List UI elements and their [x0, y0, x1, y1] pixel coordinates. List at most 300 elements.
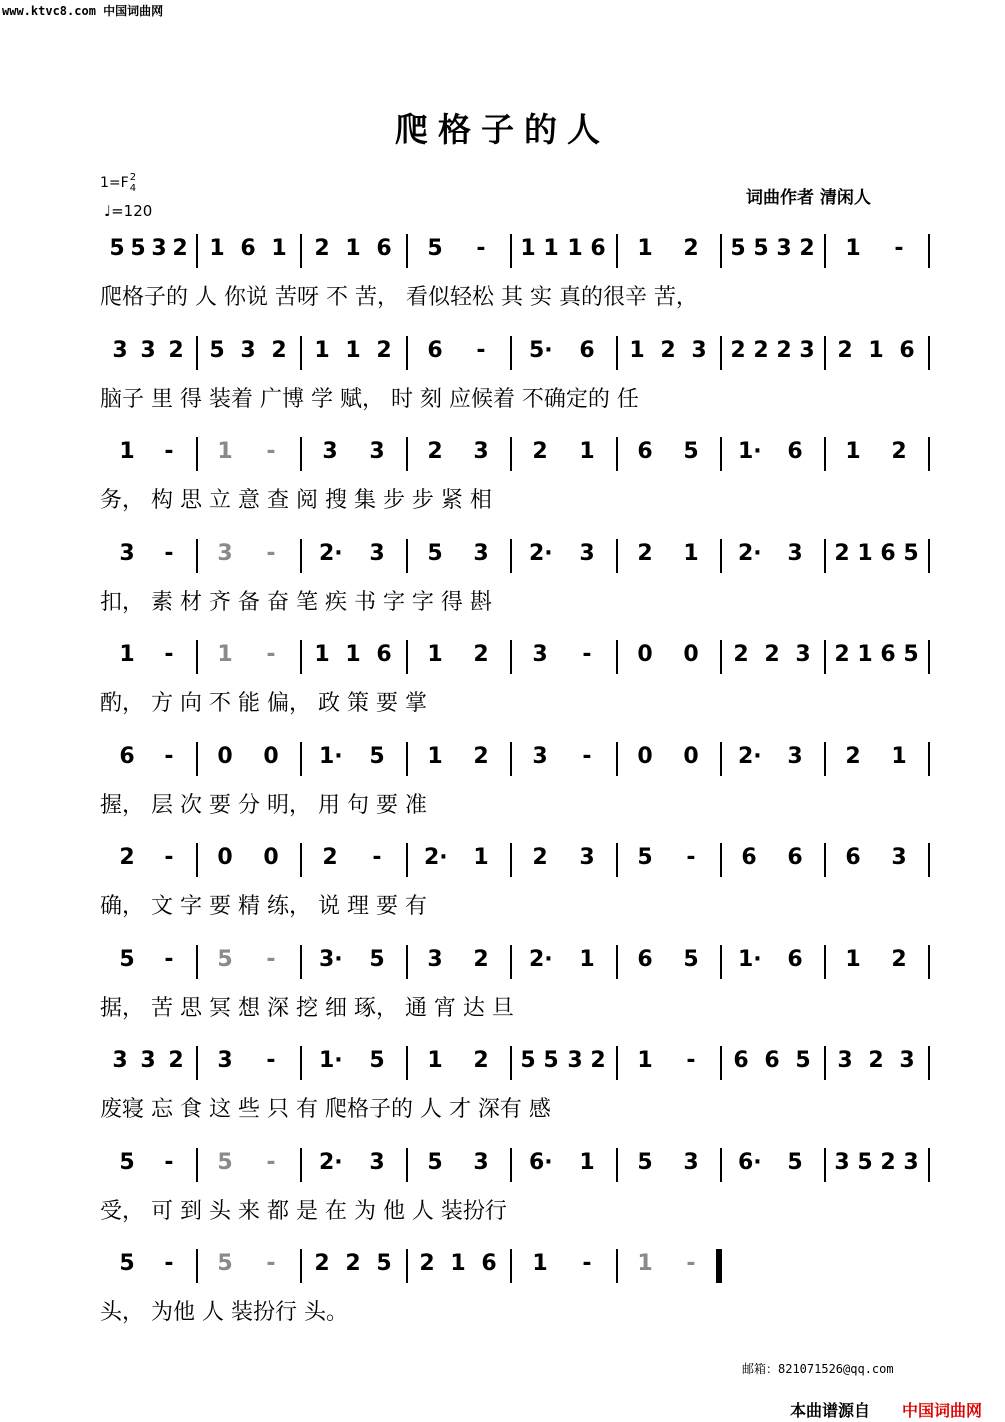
note: -	[372, 845, 382, 870]
note: 1	[520, 236, 536, 261]
note: 6	[741, 845, 757, 870]
bar-line	[406, 843, 408, 877]
note: 5·	[529, 338, 553, 363]
bar-line	[616, 640, 618, 674]
note: 1	[845, 947, 861, 972]
note: 3	[579, 845, 595, 870]
note: 3	[151, 236, 167, 261]
time-bottom: 4	[129, 183, 137, 194]
note: 3	[834, 1150, 850, 1175]
quarter-note-icon: ♩	[104, 202, 112, 220]
note: 2·	[738, 744, 762, 769]
note: 2	[891, 439, 907, 464]
lyric-line: 确， 文 字 要 精 练， 说 理 要 有	[100, 894, 427, 919]
note: 1	[845, 236, 861, 261]
note: 3	[473, 1150, 489, 1175]
bar-line	[196, 640, 198, 674]
note: 3	[891, 845, 907, 870]
notation-line	[100, 843, 930, 875]
bar-line	[510, 1148, 512, 1182]
note: 6	[880, 541, 896, 566]
note: 2	[868, 1048, 884, 1073]
note: 1	[579, 439, 595, 464]
note: 3	[532, 744, 548, 769]
note: 2	[473, 1048, 489, 1073]
bar-line	[616, 539, 618, 573]
note: 5	[857, 1150, 873, 1175]
note: 0	[217, 845, 233, 870]
note: 1	[427, 642, 443, 667]
note: 5	[109, 236, 125, 261]
bar-line	[196, 1046, 198, 1080]
bar-line	[300, 742, 302, 776]
bar-line	[300, 1046, 302, 1080]
bar-line	[720, 234, 722, 268]
note: 2	[172, 236, 188, 261]
note: 5	[376, 1251, 392, 1276]
note: 6	[764, 1048, 780, 1073]
note: 3	[899, 1048, 915, 1073]
note: -	[266, 541, 276, 566]
notation-line	[100, 945, 930, 977]
key-signature	[100, 172, 136, 194]
note: 2	[419, 1251, 435, 1276]
note: 5	[209, 338, 225, 363]
note: 2	[473, 642, 489, 667]
note: 1	[314, 642, 330, 667]
bar-line	[406, 742, 408, 776]
note: 1	[209, 236, 225, 261]
note: 5	[119, 947, 135, 972]
note: 1	[683, 541, 699, 566]
note: 1	[629, 338, 645, 363]
note: 6	[590, 236, 606, 261]
note: 3	[369, 1150, 385, 1175]
note: 0	[683, 744, 699, 769]
note: 0	[637, 744, 653, 769]
note: -	[266, 1048, 276, 1073]
bar-line	[406, 539, 408, 573]
note: 2	[730, 338, 746, 363]
note: 1	[891, 744, 907, 769]
note: -	[164, 1150, 174, 1175]
note: 2	[845, 744, 861, 769]
note: 2	[345, 1251, 361, 1276]
notation-line	[100, 640, 930, 672]
note: 2	[837, 338, 853, 363]
bar-line	[510, 539, 512, 573]
note: 3	[787, 541, 803, 566]
note: 5	[787, 1150, 803, 1175]
note: -	[164, 845, 174, 870]
note: 5	[369, 947, 385, 972]
bar-line	[300, 945, 302, 979]
note: 3	[567, 1048, 583, 1073]
note: 1	[637, 236, 653, 261]
note: 1	[345, 642, 361, 667]
source-site-link[interactable]: 中国词曲网	[902, 1401, 983, 1420]
note: 2	[683, 236, 699, 261]
note: 5	[427, 236, 443, 261]
bar-line	[300, 234, 302, 268]
bar-line	[824, 640, 826, 674]
note: 6·	[529, 1150, 553, 1175]
note: 5	[637, 1150, 653, 1175]
time-top: 2	[129, 172, 137, 183]
lyric-line: 脑子 里 得 装着 广博 学 赋， 时 刻 应候着 不确定的 任	[100, 387, 639, 412]
note: 5	[369, 744, 385, 769]
note: 5	[683, 947, 699, 972]
note: -	[686, 845, 696, 870]
note: 2	[764, 642, 780, 667]
bar-line	[928, 1046, 930, 1080]
note: 1	[857, 541, 873, 566]
note: 1	[637, 1251, 653, 1276]
note: 5	[427, 1150, 443, 1175]
note: 0	[217, 744, 233, 769]
bar-line	[824, 437, 826, 471]
note: 3	[369, 439, 385, 464]
bar-line	[300, 1148, 302, 1182]
note: 3	[322, 439, 338, 464]
note: -	[164, 439, 174, 464]
bar-line	[510, 1046, 512, 1080]
note: 1	[427, 1048, 443, 1073]
note: 6	[880, 642, 896, 667]
note: 1	[579, 947, 595, 972]
lyric-line: 酌， 方 向 不 能 偏， 政 策 要 掌	[100, 691, 427, 716]
note: 3	[903, 1150, 919, 1175]
note: 1	[473, 845, 489, 870]
lyric-line: 爬格子的 人 你说 苦呀 不 苦， 看似轻松 其 实 真的很辛 苦，	[100, 285, 698, 310]
bar-line	[720, 437, 722, 471]
note: 3	[112, 338, 128, 363]
bar-line	[824, 336, 826, 370]
bar-line	[720, 843, 722, 877]
note: 3	[427, 947, 443, 972]
note: 5	[795, 1048, 811, 1073]
bar-line	[824, 742, 826, 776]
note: 3	[532, 642, 548, 667]
notation-line	[100, 1249, 930, 1281]
song-title: 爬格子的人	[395, 110, 610, 149]
bar-line	[616, 437, 618, 471]
note: 5	[903, 642, 919, 667]
note: 3	[579, 541, 595, 566]
tempo-value: =120	[111, 202, 153, 220]
note: 3	[140, 1048, 156, 1073]
note: 3	[240, 338, 256, 363]
bar-line	[716, 1249, 722, 1283]
bar-line	[720, 640, 722, 674]
bar-line	[928, 843, 930, 877]
note: 1	[637, 1048, 653, 1073]
note: -	[582, 1251, 592, 1276]
bar-line	[510, 437, 512, 471]
bar-line	[406, 1148, 408, 1182]
bar-line	[928, 539, 930, 573]
note: 2	[776, 338, 792, 363]
lyric-line: 扣， 素 材 齐 备 奋 笔 疾 书 字 字 得 斟	[100, 590, 492, 615]
bar-line	[510, 742, 512, 776]
note: 2	[322, 845, 338, 870]
note: 2	[271, 338, 287, 363]
note: 2·	[738, 541, 762, 566]
note: 6	[376, 642, 392, 667]
note: 1	[345, 236, 361, 261]
note: 3	[473, 541, 489, 566]
note: 1	[271, 236, 287, 261]
note: 6	[579, 338, 595, 363]
bar-line	[616, 1148, 618, 1182]
lyric-line: 握， 层 次 要 分 明， 用 句 要 准	[100, 793, 427, 818]
note: -	[164, 642, 174, 667]
bar-line	[928, 437, 930, 471]
note: 5	[217, 1251, 233, 1276]
notation-line	[100, 1046, 930, 1078]
lyric-line: 据， 苦 思 冥 想 深 挖 细 琢， 通 宵 达 旦	[100, 996, 514, 1021]
note: -	[266, 642, 276, 667]
note: 3	[217, 1048, 233, 1073]
lyric-line: 头， 为他 人 装扮行 头。	[100, 1300, 348, 1325]
notation-line	[100, 234, 930, 266]
bar-line	[406, 437, 408, 471]
note: 1	[217, 642, 233, 667]
note: 6	[733, 1048, 749, 1073]
note: -	[266, 947, 276, 972]
bar-line	[406, 336, 408, 370]
note: 2	[660, 338, 676, 363]
note: 0	[263, 744, 279, 769]
bar-line	[824, 539, 826, 573]
note: 2	[834, 642, 850, 667]
note: 2	[314, 236, 330, 261]
note: 3	[112, 1048, 128, 1073]
note: 6	[637, 947, 653, 972]
note: 6	[481, 1251, 497, 1276]
bar-line	[300, 640, 302, 674]
bar-line	[510, 234, 512, 268]
note: 3	[787, 744, 803, 769]
bar-line	[720, 336, 722, 370]
note: -	[266, 1251, 276, 1276]
note: 0	[263, 845, 279, 870]
bar-line	[196, 742, 198, 776]
note: 2	[532, 439, 548, 464]
note: 5	[730, 236, 746, 261]
bar-line	[928, 945, 930, 979]
note: 1	[845, 439, 861, 464]
note: 2·	[529, 541, 553, 566]
note: 3	[140, 338, 156, 363]
note: -	[266, 1150, 276, 1175]
tempo-marking	[104, 202, 152, 220]
note: 3·	[319, 947, 343, 972]
note: 1	[450, 1251, 466, 1276]
notation-line	[100, 539, 930, 571]
bar-line	[616, 843, 618, 877]
bar-line	[510, 945, 512, 979]
note: -	[582, 642, 592, 667]
note: 6	[240, 236, 256, 261]
note: 1	[217, 439, 233, 464]
notation-line	[100, 336, 930, 368]
bar-line	[196, 843, 198, 877]
note: -	[266, 439, 276, 464]
note: 5	[520, 1048, 536, 1073]
note: 2·	[319, 541, 343, 566]
site-watermark: www.ktvc8.com 中国词曲网	[2, 4, 164, 18]
note: 2	[799, 236, 815, 261]
note: 1	[427, 744, 443, 769]
bar-line	[510, 336, 512, 370]
bar-line	[616, 742, 618, 776]
note: 2·	[529, 947, 553, 972]
bar-line	[300, 1249, 302, 1283]
note: 1	[543, 236, 559, 261]
note: 0	[637, 642, 653, 667]
note: 1	[532, 1251, 548, 1276]
bar-line	[196, 336, 198, 370]
note: 5	[369, 1048, 385, 1073]
note: -	[686, 1251, 696, 1276]
bar-line	[196, 1148, 198, 1182]
note: 5	[217, 947, 233, 972]
note: 6	[427, 338, 443, 363]
note: 2	[427, 439, 443, 464]
note: 2·	[424, 845, 448, 870]
bar-line	[928, 234, 930, 268]
note: 5	[119, 1150, 135, 1175]
note: 2	[590, 1048, 606, 1073]
note: 6	[845, 845, 861, 870]
notation-line	[100, 742, 930, 774]
note: 2	[473, 947, 489, 972]
note: 1	[345, 338, 361, 363]
bar-line	[406, 640, 408, 674]
bar-line	[720, 945, 722, 979]
note: 1	[868, 338, 884, 363]
bar-line	[824, 843, 826, 877]
bar-line	[300, 539, 302, 573]
note: 0	[683, 642, 699, 667]
bar-line	[720, 742, 722, 776]
email-address: 邮箱：821071526@qq.com	[742, 1362, 894, 1376]
bar-line	[406, 1249, 408, 1283]
note: 2	[880, 1150, 896, 1175]
note: 2·	[319, 1150, 343, 1175]
note: 2	[532, 845, 548, 870]
note: 1	[567, 236, 583, 261]
bar-line	[510, 1249, 512, 1283]
note: 3	[119, 541, 135, 566]
bar-line	[300, 437, 302, 471]
bar-line	[616, 336, 618, 370]
note: 2	[168, 1048, 184, 1073]
note: -	[164, 744, 174, 769]
lyric-line: 务， 构 思 立 意 查 阅 搜 集 步 步 紧 相	[100, 488, 492, 513]
note: 6	[637, 439, 653, 464]
note: -	[476, 338, 486, 363]
note: 6	[376, 236, 392, 261]
bar-line	[300, 336, 302, 370]
note: 1	[857, 642, 873, 667]
bar-line	[406, 945, 408, 979]
note: 1·	[319, 1048, 343, 1073]
note: 1	[119, 439, 135, 464]
note: 2	[733, 642, 749, 667]
note: 6	[787, 845, 803, 870]
note: -	[582, 744, 592, 769]
bar-line	[720, 539, 722, 573]
note: 5	[637, 845, 653, 870]
lyric-line: 废寝 忘 食 这 些 只 有 爬格子的 人 才 深有 感	[100, 1097, 551, 1122]
note: -	[894, 236, 904, 261]
bar-line	[928, 640, 930, 674]
note: 1	[314, 338, 330, 363]
notation-line	[100, 1148, 930, 1180]
note: 3	[369, 541, 385, 566]
note: 1·	[738, 947, 762, 972]
note: 2	[891, 947, 907, 972]
key-text: 1=F	[100, 175, 129, 191]
bar-line	[300, 843, 302, 877]
bar-line	[824, 1046, 826, 1080]
note: 2	[314, 1251, 330, 1276]
note: 5	[903, 541, 919, 566]
note: 1	[579, 1150, 595, 1175]
source-label: 本曲谱源自	[790, 1401, 871, 1420]
bar-line	[720, 1046, 722, 1080]
note: 3	[473, 439, 489, 464]
note: 6	[787, 947, 803, 972]
note: 2	[168, 338, 184, 363]
note: 6	[787, 439, 803, 464]
bar-line	[616, 945, 618, 979]
bar-line	[928, 336, 930, 370]
bar-line	[720, 1148, 722, 1182]
note: 3	[217, 541, 233, 566]
note: 2	[834, 541, 850, 566]
note: 6·	[738, 1150, 762, 1175]
bar-line	[616, 234, 618, 268]
time-signature	[130, 172, 136, 194]
note: 3	[799, 338, 815, 363]
note: 3	[776, 236, 792, 261]
bar-line	[616, 1046, 618, 1080]
note: -	[476, 236, 486, 261]
note: 2	[473, 744, 489, 769]
note: 3	[837, 1048, 853, 1073]
bar-line	[510, 843, 512, 877]
note: 5	[753, 236, 769, 261]
note: 1·	[319, 744, 343, 769]
note: 1	[119, 642, 135, 667]
bar-line	[928, 1148, 930, 1182]
note: 3	[795, 642, 811, 667]
note: 2	[753, 338, 769, 363]
note: 3	[691, 338, 707, 363]
bar-line	[616, 1249, 618, 1283]
bar-line	[406, 1046, 408, 1080]
notation-line	[100, 437, 930, 469]
note: 2	[637, 541, 653, 566]
note: -	[164, 1251, 174, 1276]
note: -	[164, 947, 174, 972]
bar-line	[196, 945, 198, 979]
note: 3	[683, 1150, 699, 1175]
bar-line	[406, 234, 408, 268]
